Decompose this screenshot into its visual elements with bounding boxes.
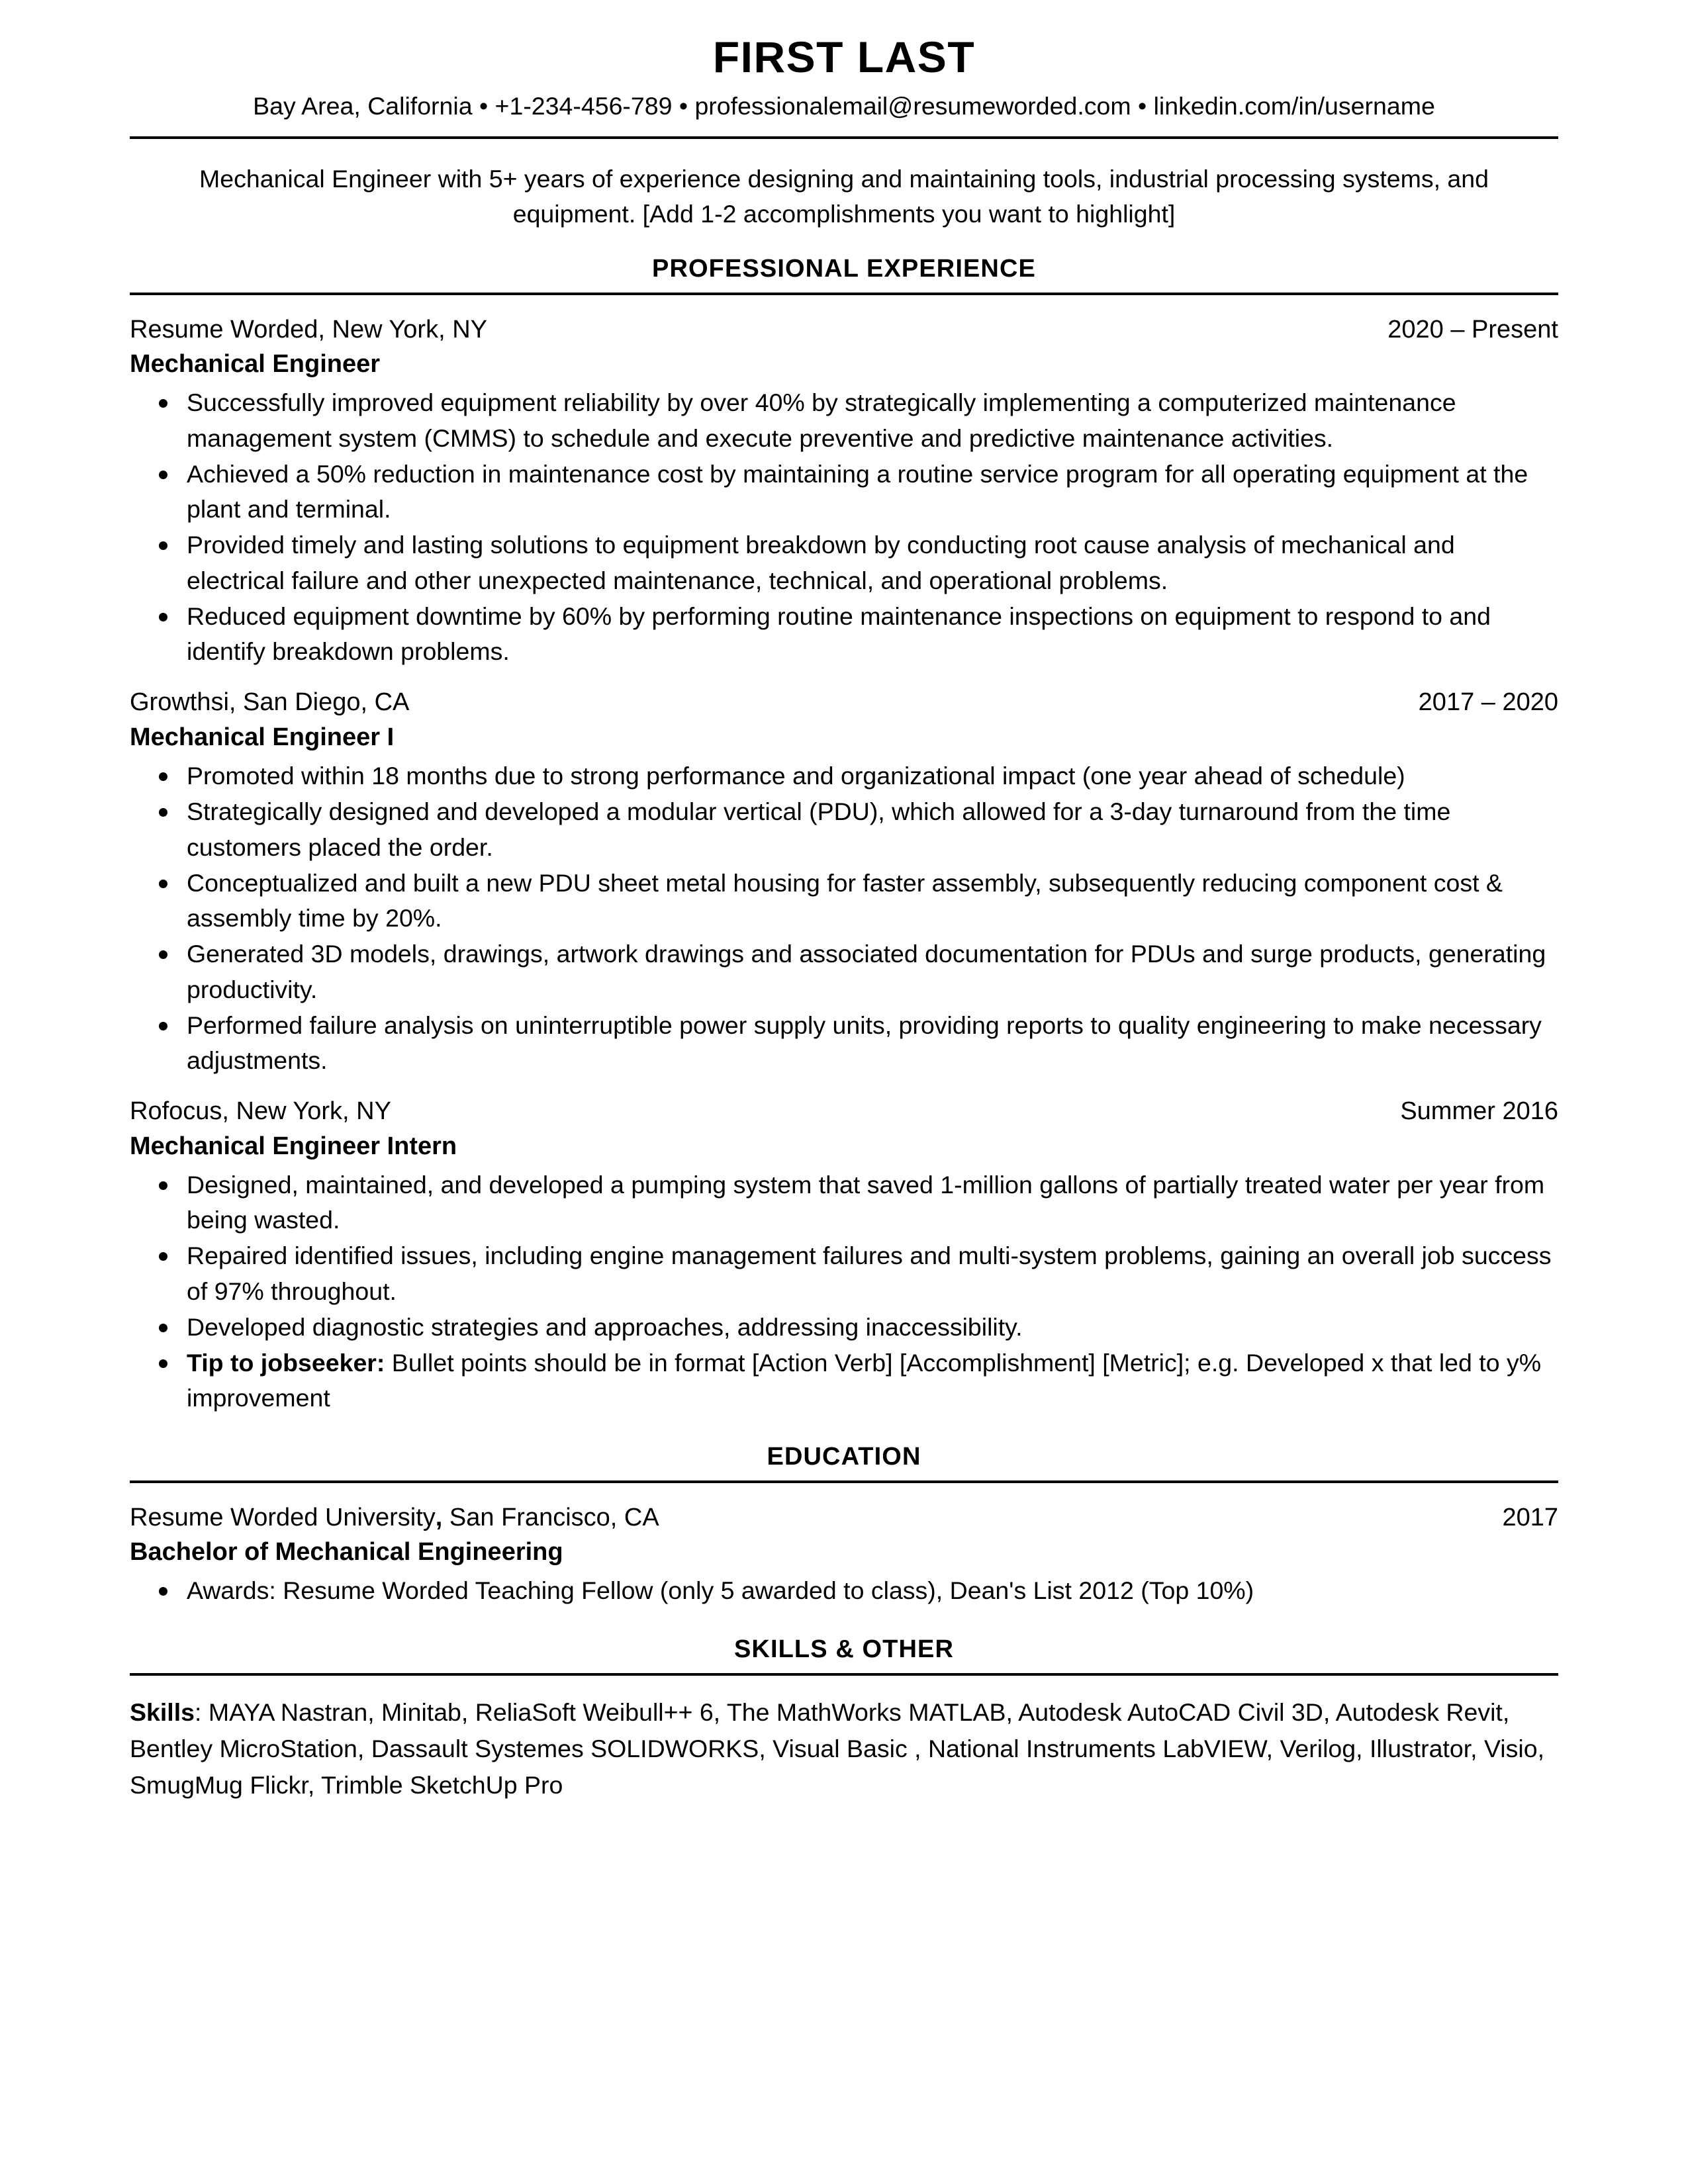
education-entry: [130, 1502, 1558, 1609]
list-item: Achieved a 50% reduction in maintenance cost by maintaining a routine service program for all operating equipment at the plant and terminal.: [130, 457, 1558, 527]
list-item: Provided timely and lasting solutions to equipment breakdown by conducting root cause analysis of mechanical and electrical failure and other unexpected maintenance, technical, and operational problems.: [130, 527, 1558, 598]
education-location: San Francisco, CA: [442, 1503, 659, 1531]
experience-organization: Growthsi, San Diego, CA: [130, 688, 410, 717]
experience-dates: 2020 – Present: [1387, 315, 1558, 343]
education-degree: Bachelor of Mechanical Engineering: [130, 1538, 563, 1567]
skills-label: Skills: [130, 1698, 195, 1726]
experience-bullet-list: [130, 385, 1558, 669]
tip-label: Tip to jobseeker:: [187, 1349, 385, 1377]
list-item: Designed, maintained, and developed a pumping system that saved 1-million gallons of partially treated water per year from being wasted.: [130, 1167, 1558, 1238]
list-item: Promoted within 18 months due to strong performance and organizational impact (one year ahead of schedule): [130, 758, 1558, 794]
list-item: Performed failure analysis on uninterruptible power supply units, providing reports to quality engineering to make necessary adjustments.: [130, 1008, 1558, 1079]
experience-entry: [130, 314, 1558, 670]
experience-divider: [130, 293, 1558, 295]
list-item: Successfully improved equipment reliability by over 40% by strategically implementing a computerized maintenance management system (CMMS) to schedule and execute preventive and predictive maintenance activities.: [130, 385, 1558, 456]
experience-entry: [130, 1095, 1558, 1416]
list-item: Conceptualized and built a new PDU sheet metal housing for faster assembly, subsequently reducing component cost & assembly time by 20%.: [130, 866, 1558, 936]
list-item-tip: [130, 1345, 1558, 1416]
section-title-education: EDUCATION: [767, 1442, 921, 1471]
education-divider: [130, 1480, 1558, 1483]
experience-organization: Rofocus, New York, NY: [130, 1097, 391, 1126]
list-item: Repaired identified issues, including engine management failures and multi-system problems, gaining an overall job success of 97% throughout.: [130, 1238, 1558, 1309]
education-date: 2017: [1502, 1503, 1558, 1531]
professional-summary: Mechanical Engineer with 5+ years of experience designing and maintaining tools, industrial processing systems, and equipment. [Add 1-2 accomplishments you want to highlight]: [199, 165, 1489, 228]
experience-entry: [130, 686, 1558, 1078]
list-item: Developed diagnostic strategies and approaches, addressing inaccessibility.: [130, 1310, 1558, 1345]
tip-text: Bullet points should be in format [Action Verb] [Accomplishment] [Metric]; e.g. Developed x that led to y% improvement: [187, 1349, 1542, 1412]
skills-separator: :: [194, 1698, 209, 1726]
section-title-experience: PROFESSIONAL EXPERIENCE: [652, 254, 1036, 283]
experience-role: Mechanical Engineer Intern: [130, 1132, 457, 1160]
contact-line: Bay Area, California • +1-234-456-789 • professionalemail@resumeworded.com • linkedin.com/in/username: [253, 92, 1435, 120]
experience-bullet-list: [130, 758, 1558, 1078]
header-divider: [130, 136, 1558, 139]
education-bullet-list: [130, 1573, 1558, 1608]
education-school-line: [130, 1502, 659, 1534]
candidate-name: FIRST LAST: [712, 32, 976, 81]
list-item: Strategically designed and developed a modular vertical (PDU), which allowed for a 3-day turnaround from the time customers placed the order.: [130, 794, 1558, 865]
list-item: Awards: Resume Worded Teaching Fellow (only 5 awarded to class), Dean's List 2012 (Top 10%): [130, 1573, 1558, 1608]
experience-entry-header: [130, 686, 1558, 719]
skills-body: [130, 1694, 1558, 1803]
experience-role: Mechanical Engineer I: [130, 723, 395, 751]
experience-bullet-list: [130, 1167, 1558, 1416]
skills-divider: [130, 1673, 1558, 1676]
education-school: Resume Worded University: [130, 1503, 436, 1531]
experience-dates: 2017 – 2020: [1418, 688, 1558, 717]
experience-entry-header: [130, 1095, 1558, 1128]
experience-role: Mechanical Engineer: [130, 350, 381, 379]
section-title-skills: SKILLS & OTHER: [733, 1635, 955, 1663]
education-school-comma: ,: [435, 1503, 443, 1531]
experience-organization: Resume Worded, New York, NY: [130, 315, 487, 343]
experience-dates: Summer 2016: [1400, 1097, 1558, 1126]
list-item: Reduced equipment downtime by 60% by performing routine maintenance inspections on equipment to respond to and identify breakdown problems.: [130, 599, 1558, 670]
experience-entry-header: [130, 314, 1558, 346]
skills-list: MAYA Nastran, Minitab, ReliaSoft Weibull++ 6, The MathWorks MATLAB, Autodesk AutoCAD Civil 3D, Autodesk Revit, Bentley MicroStation, Dassault Systemes SOLIDWORKS, Visual Basic , National Instruments LabVIEW, Verilog, Illustrator, Visio, SmugMug Flickr, Trimble SketchUp Pro: [130, 1698, 1544, 1799]
list-item: Generated 3D models, drawings, artwork drawings and associated documentation for PDUs and surge products, generating productivity.: [130, 936, 1558, 1007]
education-entry-header: [130, 1502, 1558, 1534]
